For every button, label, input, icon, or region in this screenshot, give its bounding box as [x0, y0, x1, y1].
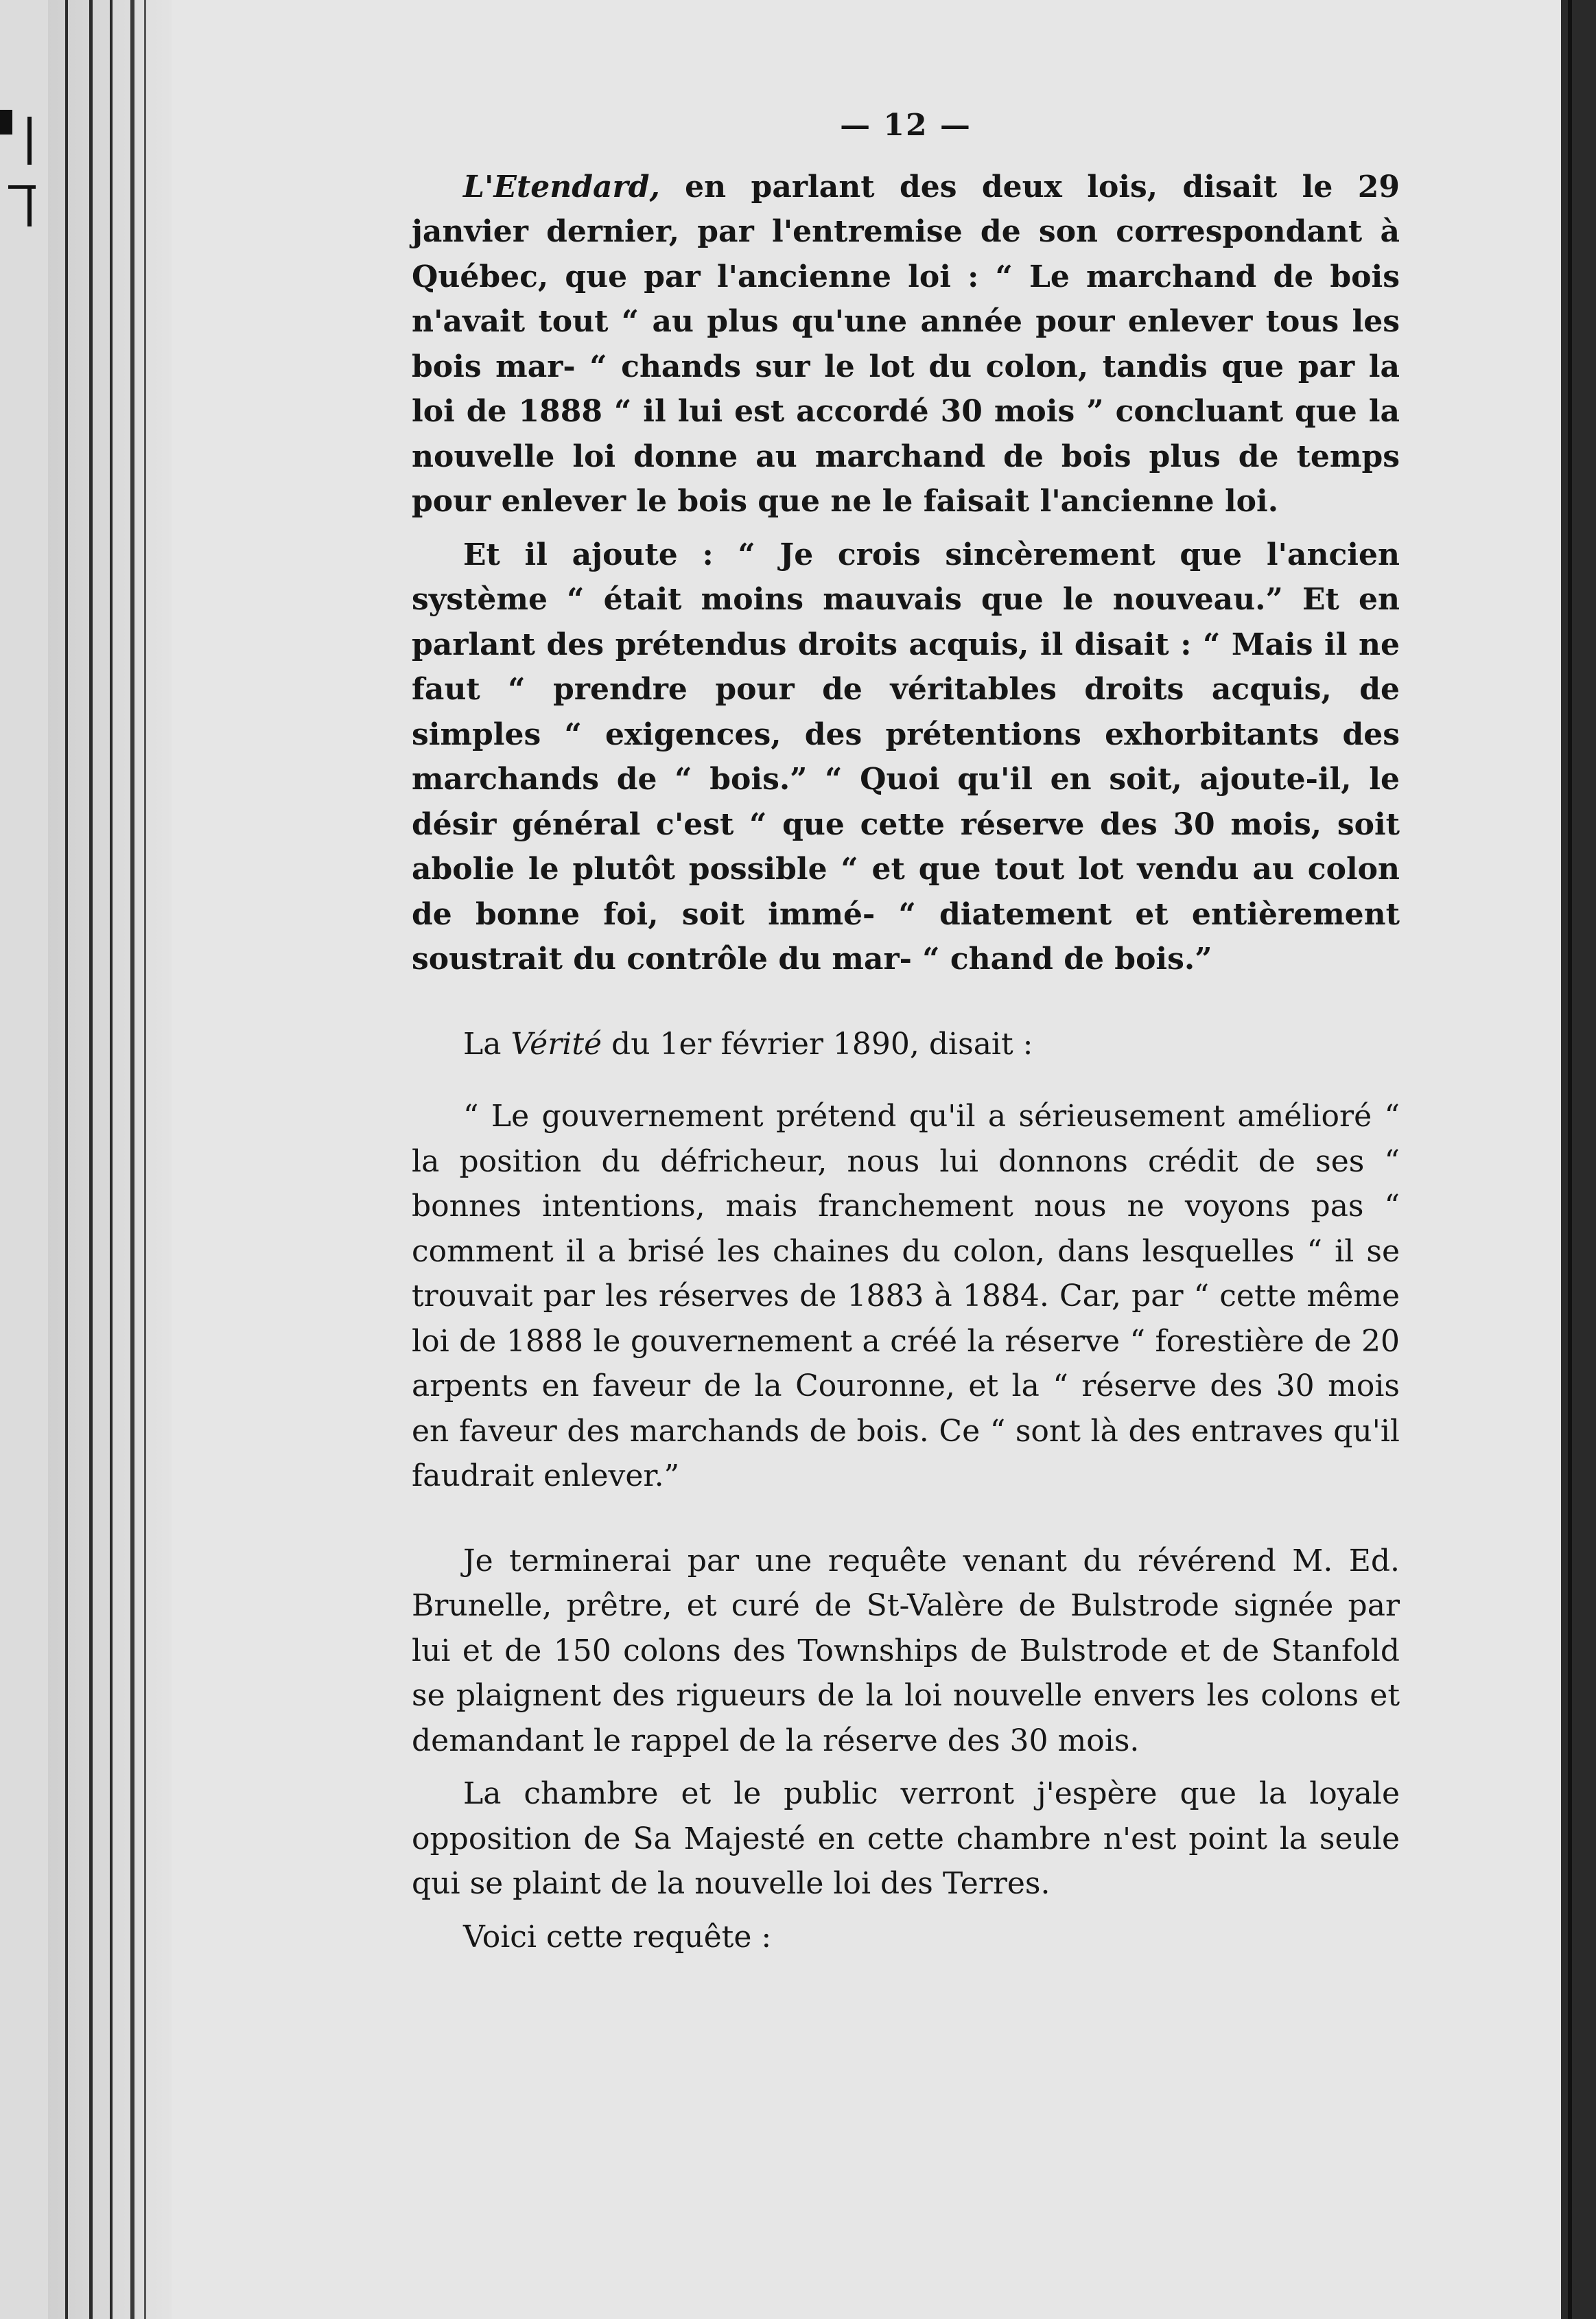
paragraph-prefix: La	[463, 1026, 511, 1062]
page-edge	[110, 0, 113, 2319]
page-number: — 12 —	[840, 108, 972, 143]
page-text	[412, 103, 1400, 1959]
paragraph-etendard	[412, 165, 1400, 524]
paragraph-verite-intro	[412, 1022, 1400, 1067]
paragraph-verite-quote	[412, 1094, 1400, 1499]
paragraph-text: Voici cette requête :	[463, 1919, 772, 1955]
paragraph-voici	[412, 1915, 1400, 1960]
paragraph-text: Je terminerai par une requête venant du révérend M. Ed. Brunelle, prêtre, et curé de St-Valère de Bulstrode signée par lui et de 150 colons des Townships de Bulstrode et de Stanfold se plaignent des rigueurs de la loi nouvelle envers les colons et demandant le rappel de la réserve des 30 mois.	[412, 1543, 1400, 1758]
scan-mark	[27, 117, 32, 165]
scan-right-border	[1561, 0, 1596, 2319]
paragraph-text: “ Le gouvernement prétend qu'il a sérieusement amélioré “ la position du défricheur, nous lui donnons crédit de ses “ bonnes intentions, mais franchement nous ne voyons pas “ comment il a brisé les chaines du colon, dans lesquelles “ il se trouvait par les réserves de 1883 à 1884. Car, par “ cette même loi de 1888 le gouvernement a créé la réserve “ forestière de 20 arpents en faveur de la Couronne, et la “ réserve des 30 mois en faveur des marchands de bois. Ce “ sont là des entraves qu'il faudrait enlever.”	[412, 1099, 1400, 1493]
page-edge	[130, 0, 134, 2319]
journal-name: L'Etendard,	[463, 169, 660, 205]
scan-mark	[0, 110, 12, 135]
paragraph-requete	[412, 1539, 1400, 1764]
scan-mark	[27, 185, 32, 226]
scan-left-margin	[0, 0, 48, 2319]
paragraph-chambre	[412, 1771, 1400, 1907]
paragraph-text: du 1er février 1890, disait :	[602, 1026, 1033, 1062]
paragraph-text: en parlant des deux lois, disait le 29 janvier dernier, par l'entremise de son correspondant à Québec, que par l'ancienne loi : “ Le marchand de bois n'avait tout “ au plus qu'une année pour enlever tous les bois mar- “ chands sur le lot du colon, tandis que par la loi de 1888 “ il lui est accordé 30 mois ” concluant que la nouvelle loi donne au marchand de bois plus de temps pour enlever le bois que ne le faisait l'ancienne loi.	[412, 169, 1400, 519]
paragraph-text: La chambre et le public verront j'espère que la loyale opposition de Sa Majesté en cette chambre n'est point la seule qui se plaint de la nouvelle loi des Terres.	[412, 1776, 1400, 1901]
page-edge	[89, 0, 93, 2319]
paragraph-ajoute	[412, 533, 1400, 982]
scan-mark	[8, 185, 36, 189]
paragraph-text: Et il ajoute : “ Je crois sincèrement que l'ancien système “ était moins mauvais que le nouveau.” Et en parlant des prétendus droits acquis, il disait : “ Mais il ne faut “ prendre pour de véritables droits acquis, de simples “ exigences, des prétentions exhorbitants des marchands de “ bois.” “ Quoi qu'il en soit, ajoute-il, le désir général c'est “ que cette réserve des 30 mois, soit abolie le plutôt possible “ et que tout lot vendu au colon de bonne foi, soit immé- “ diatement et entièrement soustrait du contrôle du mar- “ chand de bois.”	[412, 537, 1400, 977]
page-edge	[144, 0, 146, 2319]
journal-name: Vérité	[511, 1026, 602, 1062]
page-edge	[65, 0, 68, 2319]
